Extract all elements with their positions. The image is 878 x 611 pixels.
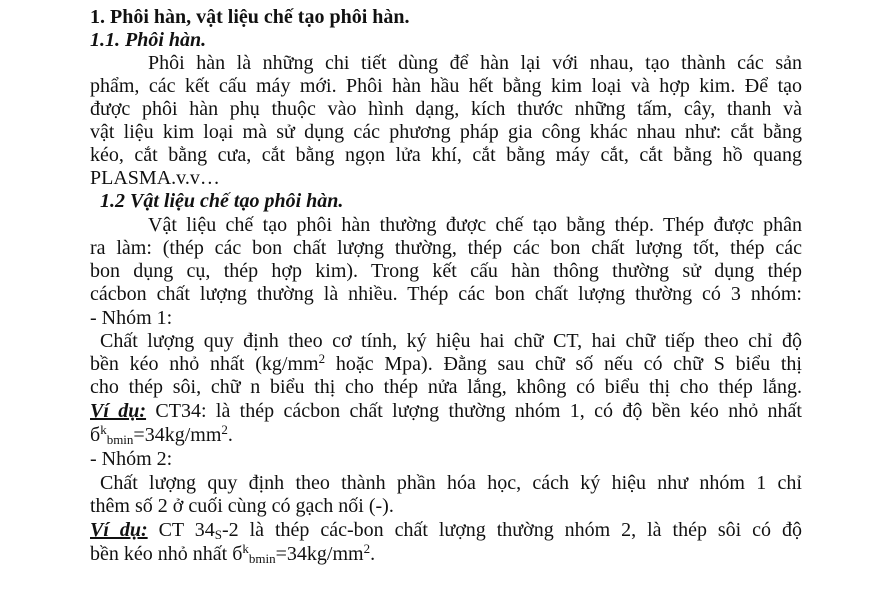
subscript: bmin — [106, 432, 134, 447]
paragraph-line: ra làm: (thép các bon chất lượng thường, thép các bon chất lượng tốt, thép các — [90, 237, 802, 259]
group-1-label: - Nhóm 1: — [90, 307, 173, 329]
text-span: =34kg/mm — [275, 543, 364, 565]
text-span: bền kéo nhỏ nhất (kg/mm — [90, 353, 319, 375]
paragraph-line: cho thép sôi, chữ n biểu thị cho thép nửa lắng, không có biểu thị cho thép lắng. — [90, 376, 802, 398]
example-label: Ví dụ: — [90, 400, 147, 422]
superscript: k — [242, 541, 249, 556]
text-span: . — [227, 424, 233, 446]
text-span: =34kg/mm — [133, 424, 222, 446]
paragraph-line: kéo, cắt bằng cưa, cắt bằng ngọn lửa khí, cắt bằng máy cắt, cắt bằng hồ quang — [90, 144, 802, 166]
paragraph-line: bon dụng cụ, thép hợp kim). Trong kết cấu hàn thông thường sử dụng thép — [90, 260, 802, 282]
heading-section-1-2: 1.2 Vật liệu chế tạo phôi hàn. — [100, 190, 344, 212]
text-span: bền kéo nhỏ nhất — [90, 543, 233, 565]
superscript: 2 — [363, 541, 371, 556]
sigma-symbol: б — [90, 424, 101, 446]
example-label: Ví dụ: — [90, 519, 148, 541]
heading-section-1-1: 1.1. Phôi hàn. — [90, 29, 207, 51]
paragraph-line: Chất lượng quy định theo cơ tính, ký hiệu hai chữ CT, hai chữ tiếp theo chỉ độ — [100, 330, 802, 352]
paragraph-line: được phôi hàn phụ thuộc vào hình dạng, kích thước những tấm, cây, thanh và — [90, 98, 802, 120]
subscript: S — [214, 527, 222, 542]
superscript: 2 — [221, 422, 228, 437]
paragraph-line: Phôi hàn là những chi tiết dùng để hàn lại với nhau, tạo thành các sản — [148, 52, 802, 74]
text-span: hoặc Mpa). Đằng sau chữ số nếu có chữ S biểu thị — [325, 353, 802, 375]
superscript: 2 — [318, 351, 326, 366]
example-2-line — [90, 519, 802, 541]
paragraph-line: Chất lượng quy định theo thành phần hóa học, cách ký hiệu như nhóm 1 chỉ — [100, 472, 802, 494]
text-span: CT34: là thép cácbon chất lượng thường nhóm 1, có độ bền kéo nhỏ nhất — [146, 400, 802, 422]
paragraph-line: phẩm, các kết cấu máy mới. Phôi hàn hầu hết bằng kim loại và hợp kim. Để tạo — [90, 75, 802, 97]
text-span: -2 là thép các-bon chất lượng thường nhóm 2, là thép sôi có độ — [221, 519, 802, 541]
paragraph-line: thêm số 2 ở cuối cùng có gạch nối (-). — [90, 495, 394, 517]
paragraph-line — [90, 353, 802, 375]
example-2-formula — [90, 543, 802, 565]
superscript: k — [100, 422, 107, 437]
text-span: . — [370, 543, 376, 565]
paragraph-line: vật liệu kim loại mà sử dụng các phương pháp gia công khác nhau như: cắt bằng — [90, 121, 802, 143]
example-1-formula — [90, 424, 802, 446]
example-1-line — [90, 400, 802, 422]
paragraph-line: PLASMA.v.v… — [90, 167, 220, 189]
paragraph-line: cácbon chất lượng thường là nhiều. Thép các bon chất lượng thường có 3 nhóm: — [90, 283, 802, 305]
subscript: bmin — [248, 551, 276, 566]
sigma-symbol: б — [232, 543, 243, 565]
heading-section-1: 1. Phôi hàn, vật liệu chế tạo phôi hàn. — [90, 6, 410, 28]
group-2-label: - Nhóm 2: — [90, 448, 173, 470]
text-span: CT 34 — [147, 519, 215, 541]
paragraph-line: Vật liệu chế tạo phôi hàn thường được chế tạo bằng thép. Thép được phân — [148, 214, 802, 236]
